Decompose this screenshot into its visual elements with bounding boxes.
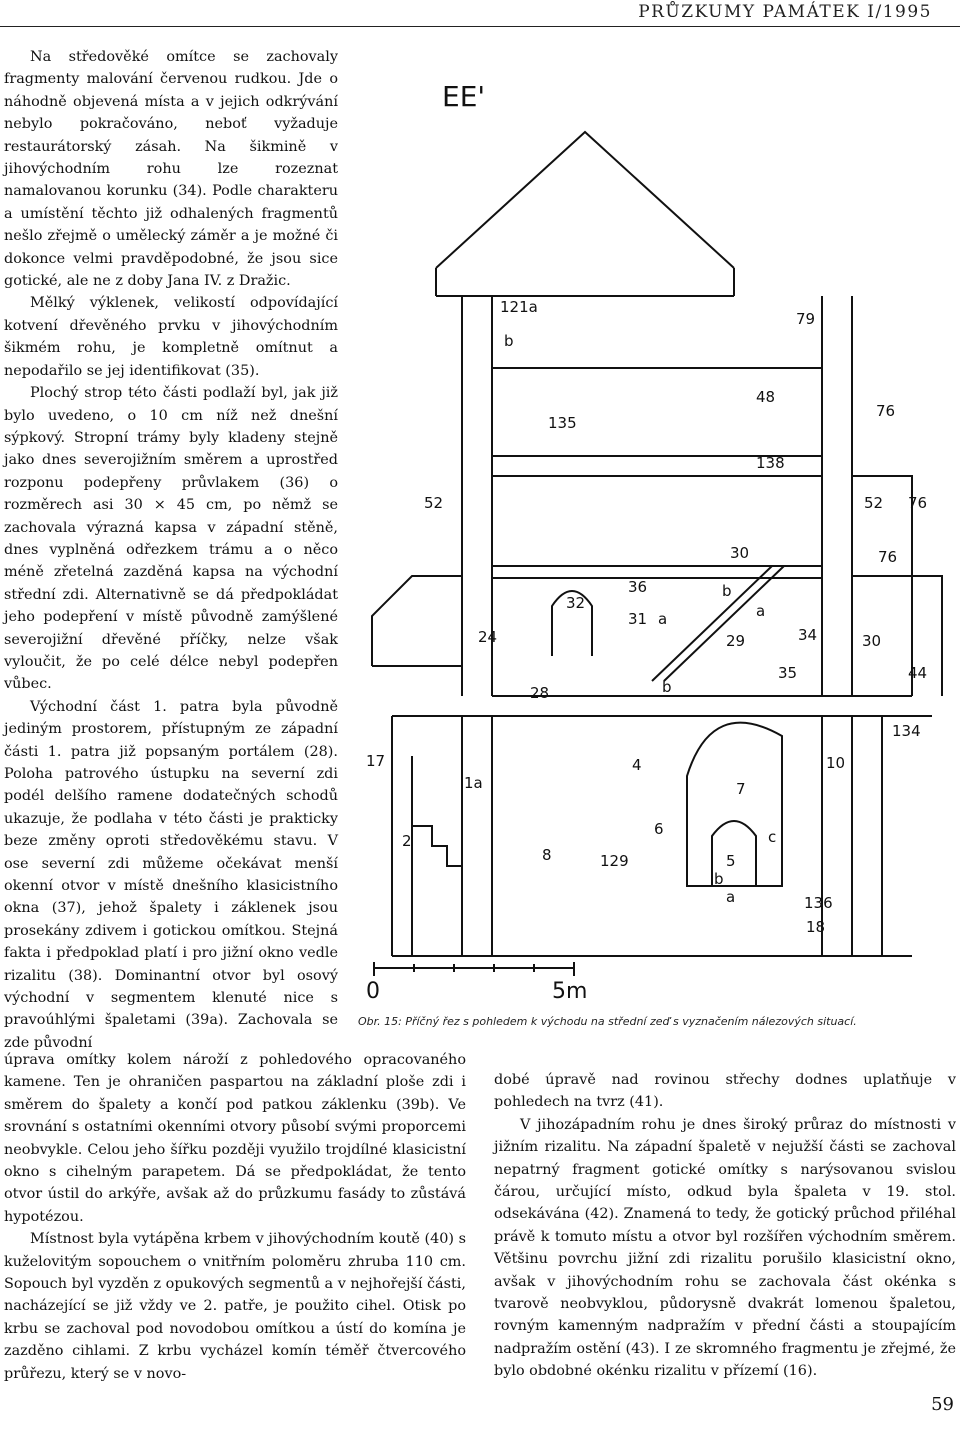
- drawing-reference-label: 29: [726, 632, 746, 650]
- figure-caption: Obr. 15: Příčný řez s pohledem k východu na střední zeď s vyznačením nálezových situací.: [358, 1015, 857, 1028]
- left-text-column: [4, 46, 338, 1054]
- drawing-reference-label: 76: [876, 402, 896, 420]
- paragraph: dobé úpravě nad rovinou střechy dodnes uplatňuje v pohledech na tvrz (41).: [494, 1072, 956, 1111]
- drawing-reference-label: 2: [402, 832, 412, 850]
- drawing-reference-label: 44: [908, 664, 928, 682]
- drawing-reference-label: 34: [798, 626, 818, 644]
- drawing-reference-label: 135: [548, 414, 577, 432]
- drawing-reference-label: 52: [424, 494, 444, 512]
- scale-end-label: 5m: [552, 979, 588, 1004]
- drawing-reference-label: c: [768, 828, 777, 846]
- scale-start-label: 0: [366, 979, 380, 1004]
- drawing-reference-label: 76: [908, 494, 928, 512]
- header-rule: [0, 26, 960, 27]
- paragraph: Plochý strop této části podlaží byl, jak již bylo uvedeno, o 10 cm níž než dnešní sýpkový. Stropní trámy byly kladeny stejně jako dnes severojižním směrem a uprostřed rozponu podepřeny průvlakem (36) o rozměrech asi 30 × 45 cm, po němž se zachovala výrazná kapsa v západní stěně, dnes vyplněná odřezkem trámu a o něco méně zřetelná zazděná kapsa na východní střední zdi. Alternativně se dá předpokládat jeho podepření v místě původně zamýšlené severojižní dřevěné příčky, nelze však vyloučit, že po celé délce nebyl podepřen vůbec.: [4, 385, 338, 693]
- drawing-reference-label: 31: [628, 610, 648, 628]
- drawing-reference-label: b: [722, 582, 732, 600]
- cross-section-drawing: [352, 56, 958, 1006]
- drawing-reference-label: b: [504, 332, 514, 350]
- section-label: EE': [442, 80, 486, 113]
- drawing-reference-label: a: [756, 602, 766, 620]
- drawing-reference-label: 121a: [500, 298, 538, 316]
- drawing-reference-label: 79: [796, 310, 816, 328]
- drawing-reference-label: b: [662, 678, 672, 696]
- drawing-reference-label: 6: [654, 820, 664, 838]
- drawing-reference-label: 136: [804, 894, 833, 912]
- drawing-reference-label: 4: [632, 756, 642, 774]
- drawing-reference-label: 8: [542, 846, 552, 864]
- drawing-reference-label: b: [714, 870, 724, 888]
- right-text-column: [494, 1069, 956, 1383]
- bottom-text-column: [4, 1049, 466, 1385]
- paragraph: Mělký výklenek, velikostí odpovídající kotvení dřevěného prvku v jihovýchodním šikmém rohu, je kompletně omítnut a nepodařilo se jej identifikovat (35).: [4, 295, 338, 379]
- drawing-reference-label: 129: [600, 852, 629, 870]
- drawing-reference-label: 36: [628, 578, 648, 596]
- drawing-reference-label: 48: [756, 388, 776, 406]
- paragraph: Východní část 1. patra byla původně jediným prostorem, přístupným ze západní části 1. patra již popsaným portálem (28). Poloha patrového ústupku na severní zdi podél delšího ramene dodatečných schodů ukazuje, že podlaha v této části je prakticky beze změny oproti středověkému stavu. V ose severní zdi můžeme očekávat menší okenní otvor v místě dnešního klasicistního okna (37), jehož špalety i záklenek jsou prosekány zdivem i gotickou omítkou. Stejná fakta i předpoklad platí i pro jižní okno vedle rizalitu (38). Dominantní otvor byl osový východní v segmentem klenuté nice s pravoúhlými špaletami (39a). Zachovala se zde původní: [4, 698, 338, 1051]
- drawing-reference-label: a: [726, 888, 736, 906]
- paragraph: úprava omítky kolem nároží z pohledového opracovaného kamene. Ten je ohraničen paspartou na základní ploše zdi i směrem do špalety a končí pod patkou záklenku (39b). Ve srovnání s ostatními okenními otvory působí svými proporcemi neobvykle. Celou jeho šířku později využilo trojdílné klasicistní okno s cihelným parapetem. Dá se předpokládat, že tento otvor ústil do arkýře, avšak až do průzkumu fasády to zůstává hypotézou.: [4, 1052, 466, 1225]
- drawing-reference-label: 134: [892, 722, 921, 740]
- drawing-reference-label: 28: [530, 684, 550, 702]
- drawing-reference-label: 18: [806, 918, 826, 936]
- drawing-reference-label: 30: [730, 544, 750, 562]
- paragraph: Na středověké omítce se zachovaly fragmenty malování červenou rudkou. Jde o náhodně objevená místa a v jejich odkrývání nebylo pokračováno, neboť vyžaduje restaurátorský zásah. Na šikmině v jihovýchodním rohu lze rozeznat namalovanou korunku (34). Podle charakteru a umístění těchto již odhalených fragmentů nešlo zřejmě o umělecký záměr a je možné či dokonce velmi pravděpodobné, že jsou sice gotické, ale ne z doby Jana IV. z Dražic.: [4, 49, 338, 290]
- drawing-reference-label: a: [658, 610, 668, 628]
- page-number: 59: [931, 1394, 954, 1415]
- drawing-reference-label: 24: [478, 628, 498, 646]
- drawing-reference-label: 52: [864, 494, 884, 512]
- drawing-reference-label: 10: [826, 754, 846, 772]
- drawing-reference-label: 1a: [464, 774, 483, 792]
- drawing-reference-label: 76: [878, 548, 898, 566]
- drawing-reference-label: 5: [726, 852, 736, 870]
- paragraph: V jihozápadním rohu je dnes široký průraz do místnosti v jižním rizalitu. Na západní špaletě v nejužší části se zachoval nepatrný fragment gotické omítky s narýsovanou svislou čárou, určující místo, odkud byla špaleta v 19. stol. odsekávána (42). Znamená to tedy, že gotický průchod přiléhal právě k tomuto místu a otvor byl rozšířen východním směrem. Většinu povrchu jižní zdi rizalitu porušilo klasicistní okno, avšak v jihovýchodním rohu se zachovala část okénka s tvarově neobvyklou, půdorysně dvakrát lomenou špaletou, rovným kamenným nadpražím v přední části a stoupajícím nadpražím ostění (43). I ze skromného fragmentu je zřejmé, že bylo obdobné okénku rizalitu v přízemí (16).: [494, 1116, 956, 1380]
- drawing-reference-label: 138: [756, 454, 785, 472]
- drawing-reference-label: 7: [736, 780, 746, 798]
- drawing-reference-label: 35: [778, 664, 798, 682]
- journal-header: PRŮZKUMY PAMÁTEK I/1995: [632, 2, 932, 22]
- section-svg: [352, 56, 958, 1006]
- drawing-reference-label: 30: [862, 632, 882, 650]
- drawing-reference-label: 17: [366, 752, 386, 770]
- drawing-reference-label: 32: [566, 594, 586, 612]
- paragraph: Místnost byla vytápěna krbem v jihovýchodním koutě (40) s kuželovitým sopouchem o vnitřním poloměru zhruba 110 cm. Sopouch byl vyzděn z opukových segmentů a v nejhořejší části, nacházející se již vždy ve 2. patře, je použito cihel. Otisk po krbu se zachoval pod novodobou omítkou a ústí do komína je zazděno cihlami. Z krbu vycházel komín téměř čtvercového průřezu, který se v novo-: [4, 1231, 466, 1382]
